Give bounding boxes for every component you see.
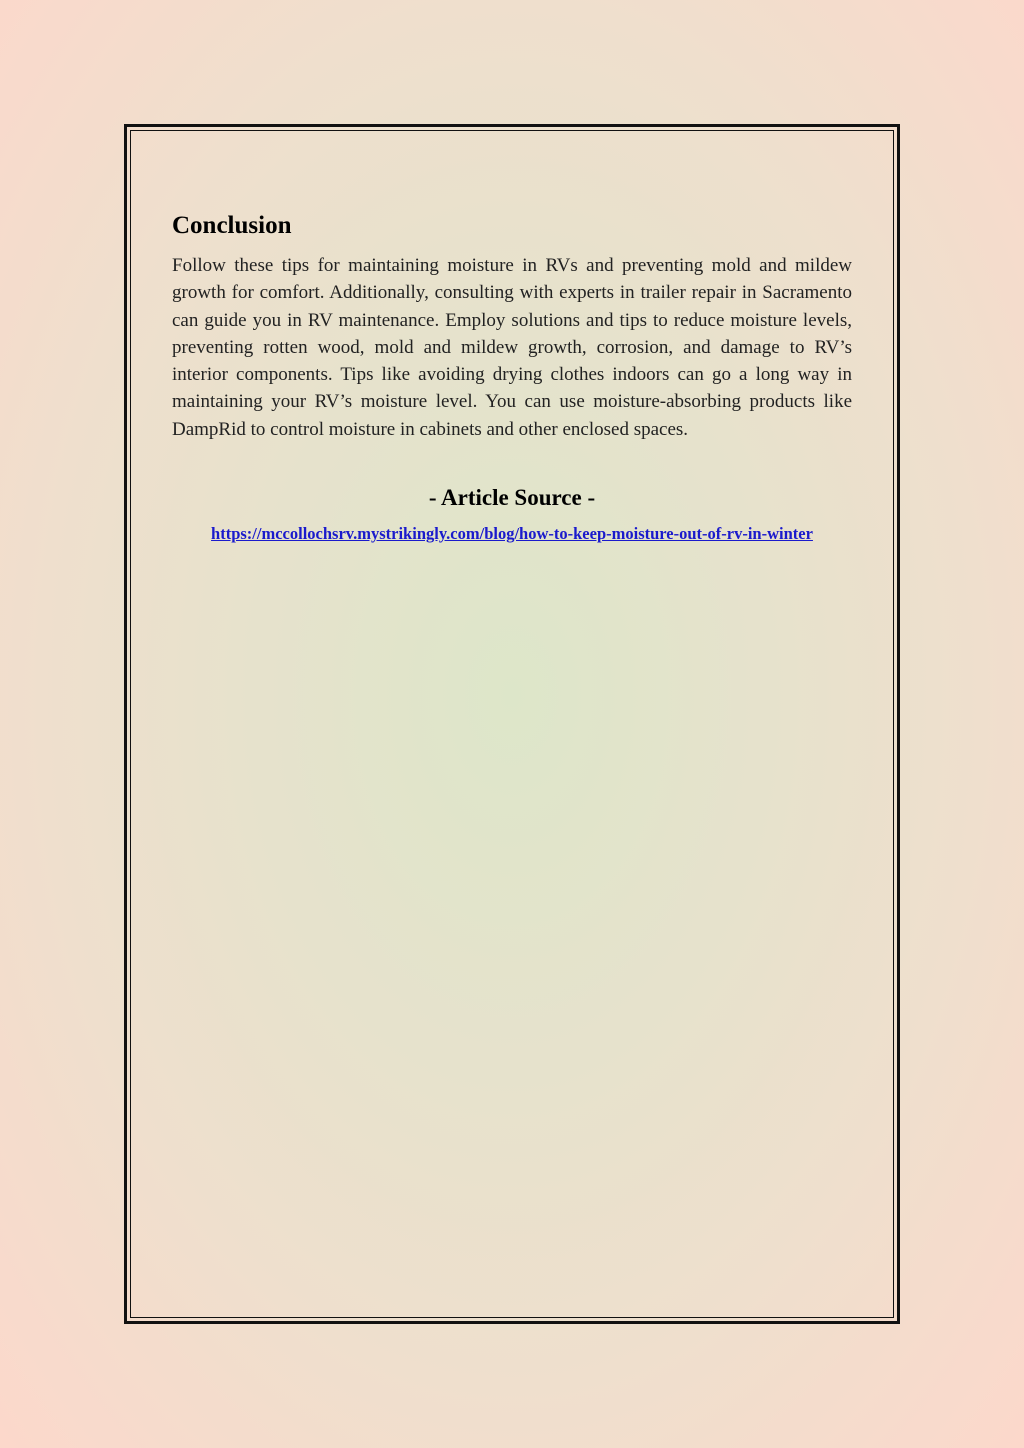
document-content	[172, 208, 852, 545]
article-source-heading: - Article Source -	[428, 485, 596, 511]
conclusion-paragraph: Follow these tips for maintaining moisture in RVs and preventing mold and mildew growth for comfort. Additionally, consulting with experts in trailer repair in Sacramento can guide you in RV maintenance. Employ solutions and tips to reduce moisture levels, preventing rotten wood, mold and mildew growth, corrosion, and damage to RV’s interior components. Tips like avoiding drying clothes indoors can go a long way in maintaining your RV’s moisture level. You can use moisture-absorbing products like DampRid to control moisture in cabinets and other enclosed spaces.	[172, 255, 852, 440]
section-heading: Conclusion	[172, 212, 292, 239]
article-source-link[interactable]: https://mccollochsrv.mystrikingly.com/blog/how-to-keep-moisture-out-of-rv-in-winter	[211, 524, 813, 544]
